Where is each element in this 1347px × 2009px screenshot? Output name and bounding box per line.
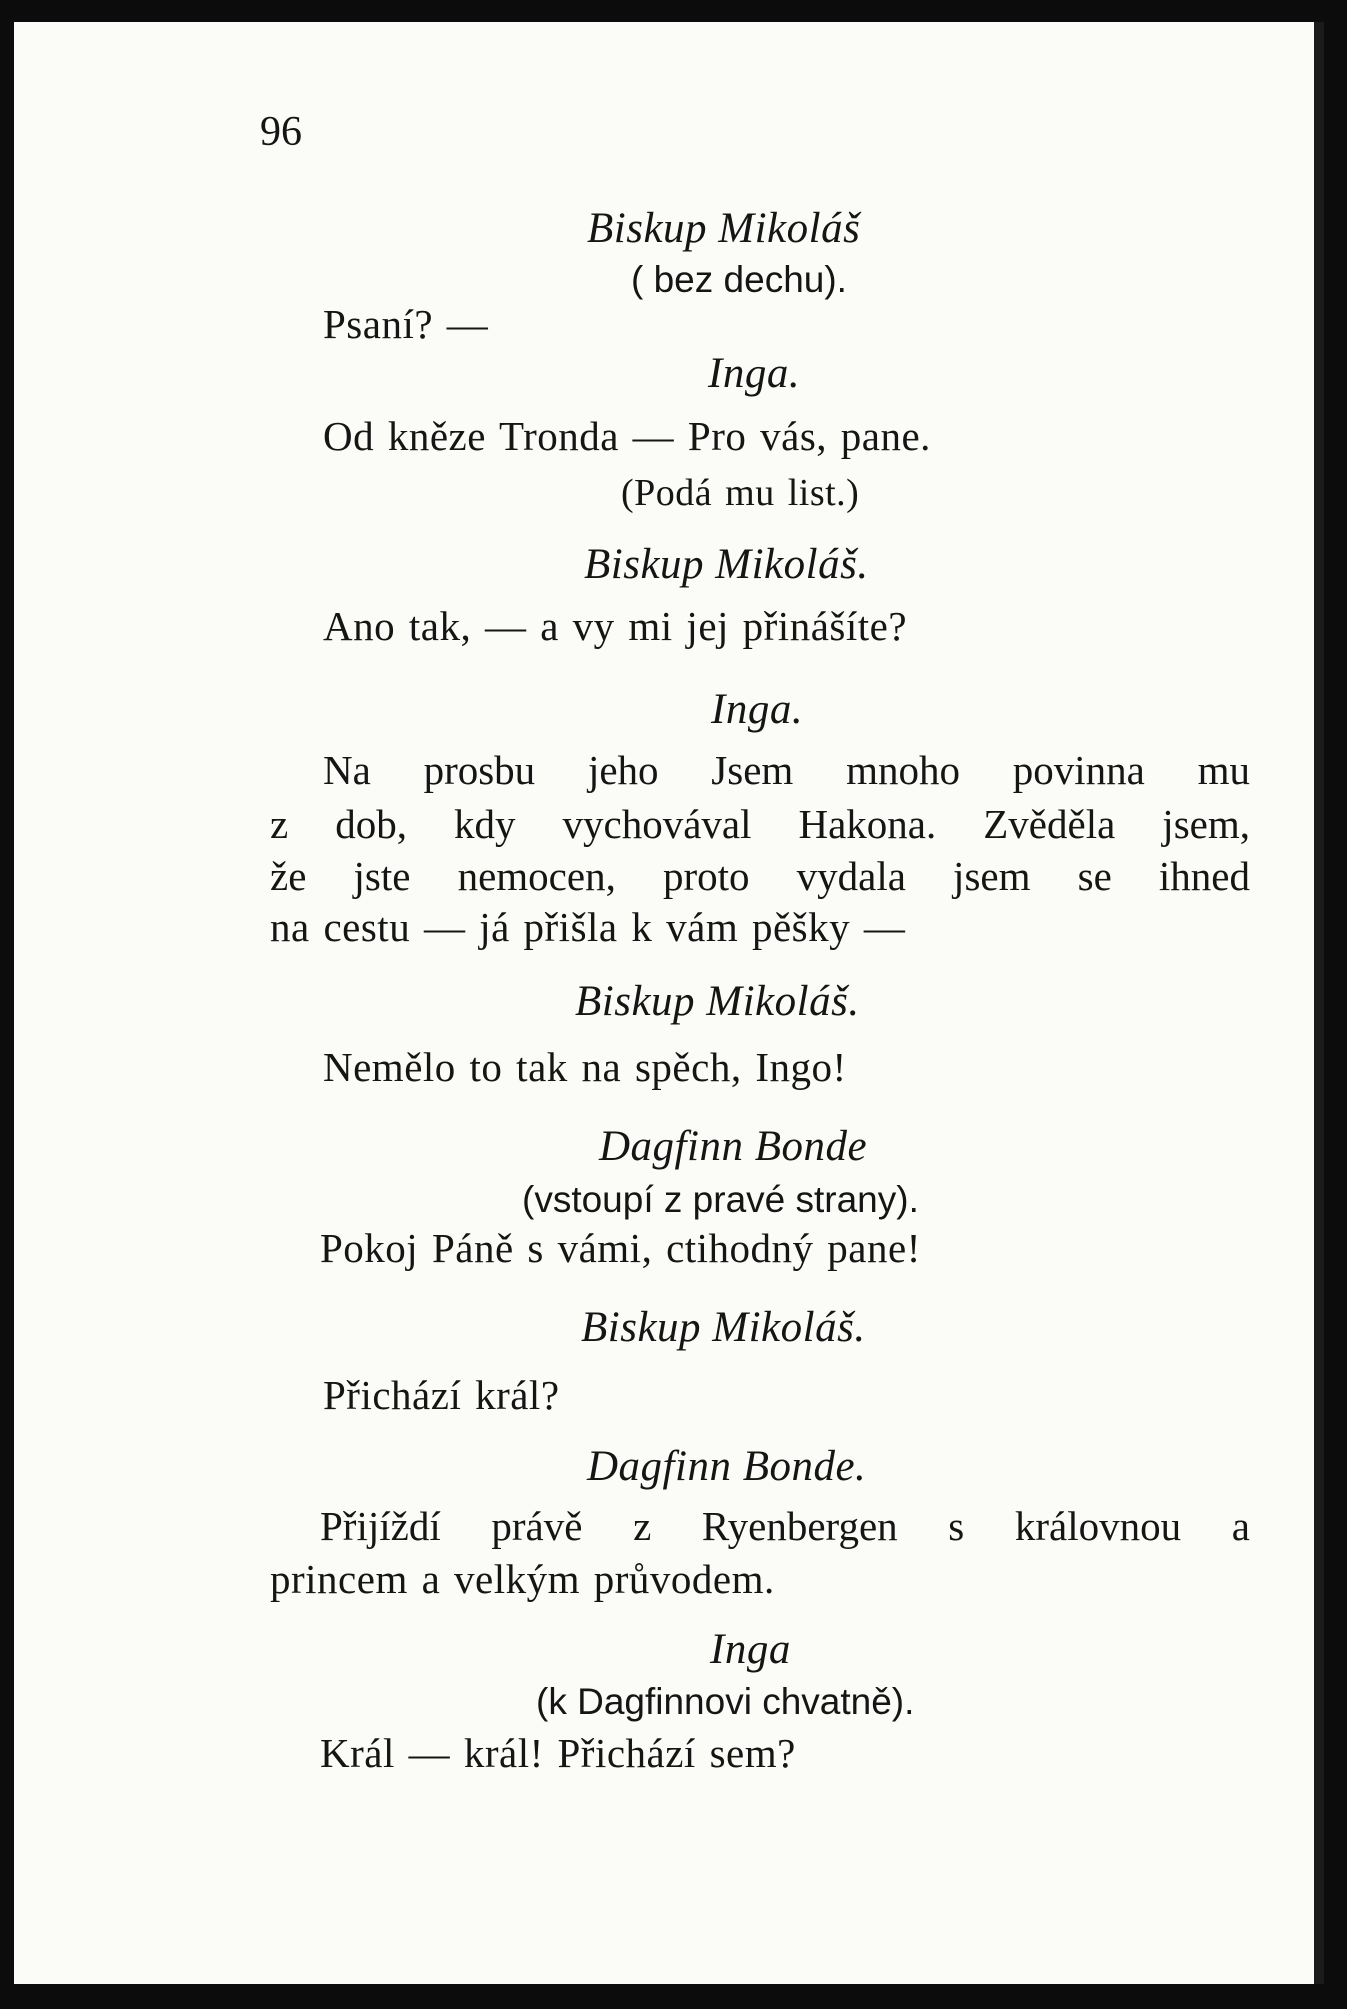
stage-direction: (Podá mu list.) xyxy=(621,472,860,514)
dialogue-line: Psaní? — xyxy=(323,301,489,347)
dialogue-line: Nemělo to tak na spěch, Ingo! xyxy=(323,1044,847,1090)
speaker-name: Biskup Mikoláš. xyxy=(584,541,869,588)
speaker-name: Dagfinn Bonde xyxy=(599,1123,868,1170)
speaker-name: Biskup Mikoláš. xyxy=(575,978,860,1025)
dialogue-line: princem a velkým průvodem. xyxy=(270,1556,775,1602)
dialogue-line: Ano tak, — a vy mi jej přinášíte? xyxy=(323,603,908,649)
dialogue-line: že jste nemocen, proto vydala jsem se ihned xyxy=(270,853,1250,899)
page-number: 96 xyxy=(260,109,302,155)
speaker-name: Dagfinn Bonde. xyxy=(587,1443,867,1490)
speaker-name: Inga. xyxy=(711,686,804,733)
book-page xyxy=(14,22,1324,1984)
speaker-name: Biskup Mikoláš. xyxy=(581,1304,866,1351)
stage-direction: ( bez dechu). xyxy=(631,259,847,300)
dialogue-line: Od kněze Tronda — Pro vás, pane. xyxy=(323,413,931,459)
speaker-name: Inga. xyxy=(708,350,801,397)
dialogue-line: Král — král! Přichází sem? xyxy=(320,1730,796,1776)
dialogue-line: Pokoj Páně s vámi, ctihodný pane! xyxy=(320,1225,921,1271)
speaker-name: Inga xyxy=(710,1626,791,1673)
dialogue-line: Na prosbu jeho Jsem mnoho povinna mu xyxy=(323,747,1250,793)
stage-direction: (k Dagfinnovi chvatně). xyxy=(536,1681,915,1722)
speaker-name: Biskup Mikoláš xyxy=(587,205,861,252)
page-edge-shadow xyxy=(1314,22,1324,1984)
dialogue-line: Přichází král? xyxy=(323,1372,560,1418)
dialogue-line: Přijíždí právě z Ryenbergen s královnou a xyxy=(320,1503,1250,1549)
stage-direction: (vstoupí z pravé strany). xyxy=(522,1179,919,1220)
dialogue-line: z dob, kdy vychovával Hakona. Zvěděla jsem, xyxy=(270,801,1250,847)
dialogue-line: na cestu — já přišla k vám pěšky — xyxy=(270,904,906,950)
